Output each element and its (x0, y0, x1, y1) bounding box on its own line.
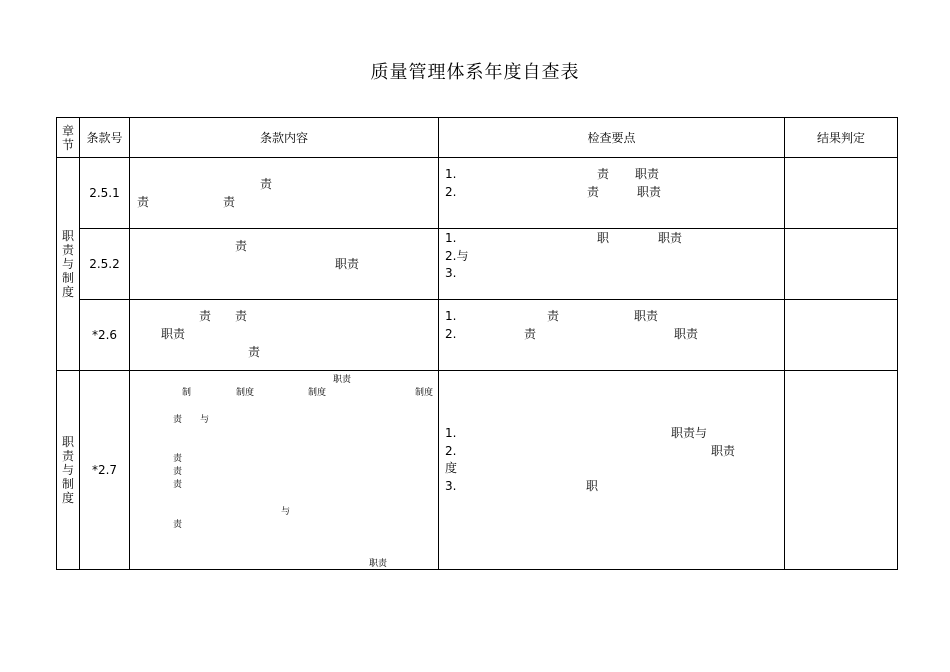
content-fragment: 责 (260, 177, 273, 191)
check-fragment: 责 (524, 326, 537, 341)
page-title: 质量管理体系年度自查表 (370, 62, 580, 83)
result-cell[interactable] (785, 229, 898, 300)
content-fragment: 制度 (308, 388, 327, 398)
content-fragment: 职责 (333, 375, 352, 385)
clause-number: 2.5.2 (80, 229, 130, 300)
check-fragment: 职责与 (671, 426, 708, 440)
check-item-number: 1. (445, 426, 457, 440)
header-row (57, 118, 898, 158)
clause-content-cell (130, 158, 439, 229)
content-fragment: 责 (223, 195, 236, 209)
content-fragment: 责 (235, 239, 248, 253)
clause-content-cell (130, 300, 439, 371)
content-fragment: 职责 (161, 327, 186, 341)
check-fragment: 职 (597, 231, 610, 245)
check-item-number: 2. (445, 184, 457, 199)
check-fragment: 度 (445, 461, 458, 475)
content-fragment: 责 (173, 415, 183, 425)
check-item-number: 2.与 (445, 248, 469, 263)
content-fragment: 责 (137, 195, 150, 209)
content-fragment: 责 (173, 480, 183, 490)
clause-number: *2.7 (80, 371, 130, 570)
clause-number: *2.6 (80, 300, 130, 371)
self-check-table (56, 117, 898, 570)
check-item-number: 1. (445, 309, 457, 323)
check-points-cell (439, 158, 785, 229)
header-result: 结果判定 (785, 118, 898, 158)
content-fragment: 职责 (335, 257, 360, 271)
content-fragment: 责 (248, 345, 261, 359)
check-fragment: 责 (597, 167, 610, 181)
check-fragment: 职责 (674, 326, 699, 341)
check-item-number: 1. (445, 167, 457, 181)
check-fragment: 职责 (658, 231, 683, 245)
check-item-number: 3. (445, 266, 457, 280)
table-row (57, 158, 898, 229)
header-chapter: 章节 (57, 118, 80, 158)
header-clause-no: 条款号 (80, 118, 130, 158)
result-cell[interactable] (785, 371, 898, 570)
section-cell (57, 158, 80, 371)
check-item-number: 2. (445, 443, 457, 458)
content-fragment: 职责 (369, 559, 388, 569)
clause-content-cell (130, 229, 439, 300)
result-cell[interactable] (785, 158, 898, 229)
content-fragment: 与 (281, 507, 291, 517)
check-fragment: 职 (586, 478, 599, 493)
content-fragment: 责 (173, 467, 183, 477)
content-fragment: 责 (173, 520, 183, 530)
clause-number: 2.5.1 (80, 158, 130, 229)
check-fragment: 职责 (711, 443, 736, 458)
check-item-number: 3. (445, 478, 457, 493)
content-fragment: 制度 (236, 388, 255, 398)
check-points-cell (439, 300, 785, 371)
check-fragment: 职责 (634, 309, 659, 323)
section-label: 职责与制度 (61, 435, 74, 505)
check-fragment: 职责 (637, 184, 662, 199)
content-fragment: 责 (173, 454, 183, 464)
check-points-cell (439, 371, 785, 570)
result-cell[interactable] (785, 300, 898, 371)
content-fragment: 责 (199, 309, 212, 323)
section-label: 职责与制度 (61, 229, 74, 299)
check-fragment: 责 (547, 309, 560, 323)
check-fragment: 职责 (635, 167, 660, 181)
content-fragment: 责 (235, 309, 248, 323)
clause-content-cell (130, 371, 439, 570)
check-item-number: 2. (445, 326, 457, 341)
check-points-cell (439, 229, 785, 300)
content-fragment: 制度 (415, 388, 434, 398)
section-cell (57, 371, 80, 570)
check-fragment: 责 (587, 184, 600, 199)
content-fragment: 与 (200, 415, 210, 425)
table-row (57, 371, 898, 570)
table-row (57, 300, 898, 371)
content-fragment: 制 (182, 388, 192, 398)
check-item-number: 1. (445, 231, 457, 245)
header-clause-content: 条款内容 (130, 118, 439, 158)
header-check-points: 检查要点 (439, 118, 785, 158)
table-row (57, 229, 898, 300)
